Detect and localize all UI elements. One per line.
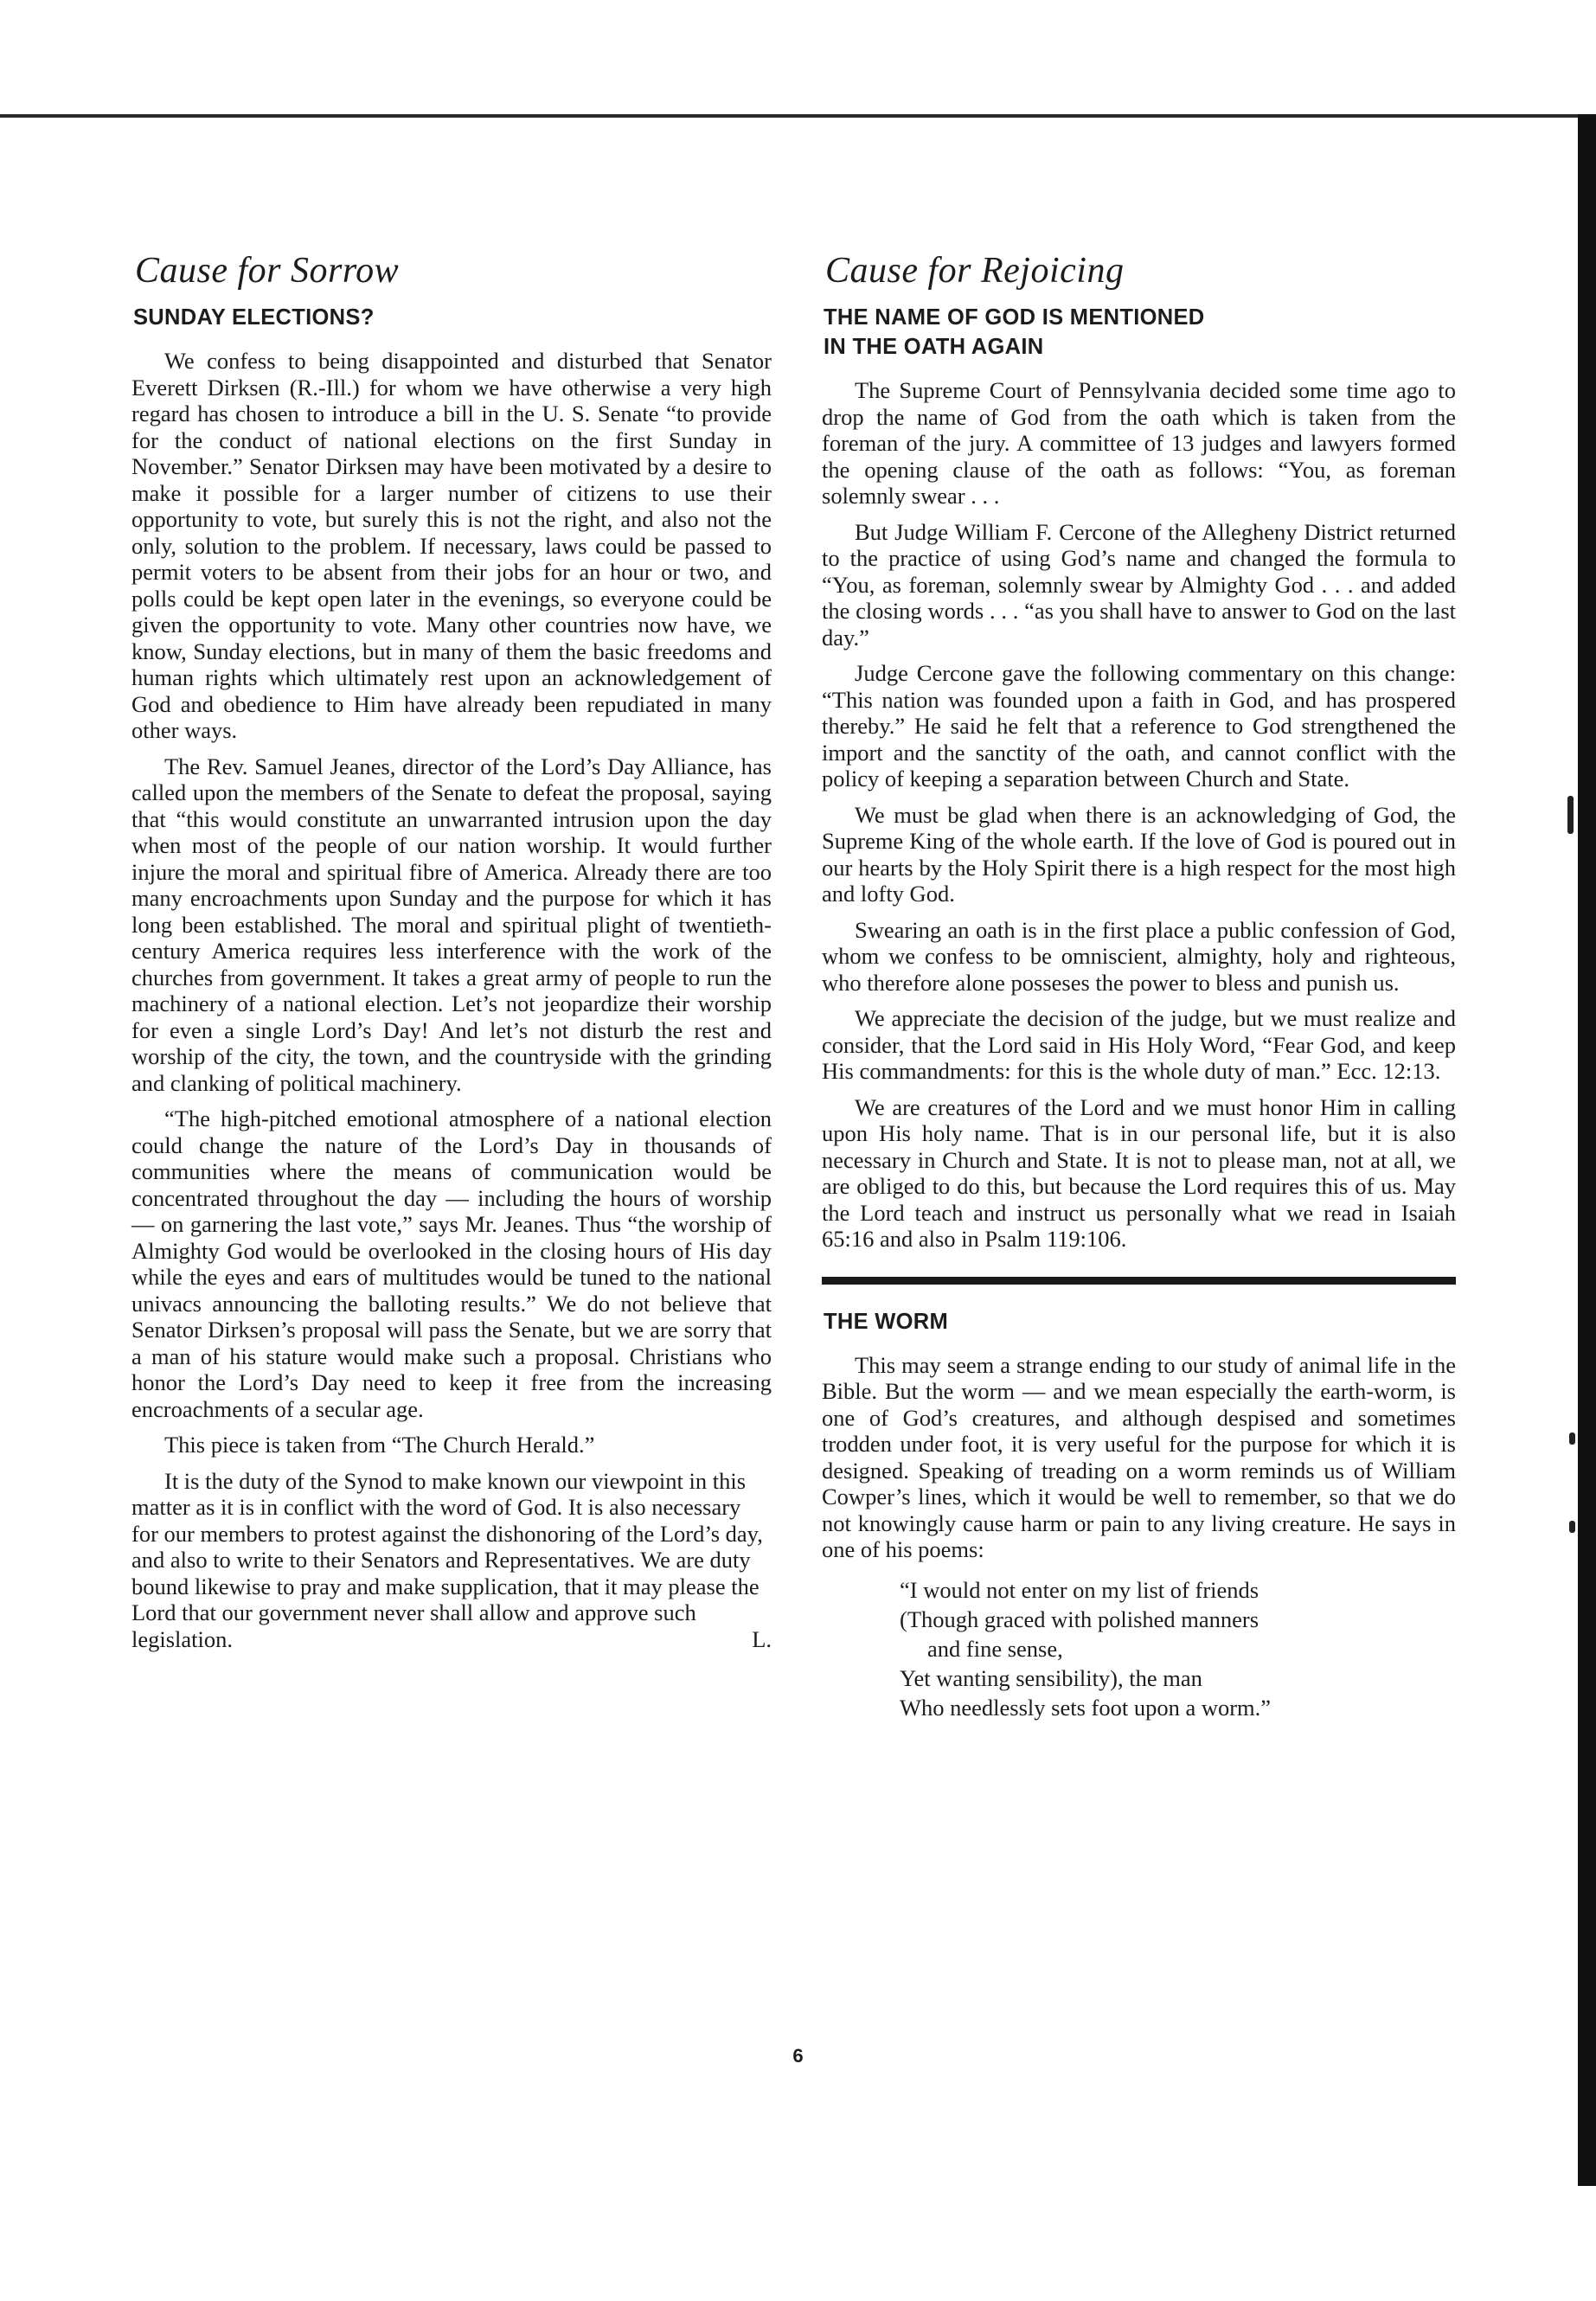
poem-line: Yet wanting sensibility), the man (900, 1664, 1202, 1691)
scan-edge-bar (1578, 114, 1596, 2186)
poem-line: and fine sense, (927, 1635, 1063, 1662)
article-heading-worm: THE WORM (824, 1309, 949, 1334)
scan-edge-mark (1569, 1521, 1575, 1533)
paragraph: We appreciate the decision of the judge, but we must realize and consider, that the Lord said in His Holy Word, “Fear God, and keep His commandments: for this is the whole duty of man.” Ecc. 12:13. (822, 1005, 1456, 1084)
left-column (131, 249, 772, 1662)
right-column (822, 249, 1456, 1722)
poem-line: “I would not enter on my list of friends (900, 1576, 1259, 1603)
paragraph: The Rev. Samuel Jeanes, director of the Lord’s Day Alliance, has called upon the members of the Senate to defeat the proposal, saying that “this would constitute an unwarranted intrusion upon the day when most of the people of our nation worship. It would further injure the moral and spiritual fibre of America. Already there are too many encroachments upon Sunday and the purpose for which it has long been established. The moral and spiritual plight of twentieth-century America requires less interference with the work of the churches from government. It takes a great army of people to run the machinery of a national election. Let’s not jeopardize their worship for even a single Lord’s Day! And let’s not disturb the rest and worship of the city, the town, and the countryside with the grinding and clanking of political machinery. (131, 753, 772, 1096)
paragraph: The Supreme Court of Pennsylvania decided some time ago to drop the name of God from the oath which is taken from the foreman of the jury. A committee of 13 judges and lawyers formed the opening clause of the oath as follows: “You, as foreman solemnly swear . . . (822, 377, 1456, 509)
paragraph-text: It is the duty of the Synod to make known our viewpoint in this matter as it is in conflict with the word of God. It is also necessary for our members to protest against the dishonoring of the Lord’s day, and also to write to their Senators and Representatives. We are duty bound likewise to pray and make supplication, that it may please the Lord that our government never shall allow and approve such legislation. (131, 1467, 763, 1652)
poem-quote (900, 1575, 1456, 1722)
paragraph: Swearing an oath is in the first place a public confession of God, whom we confess to be omniscient, almighty, holy and righteous, who therefore alone posseses the power to bless and punish us. (822, 916, 1456, 996)
paragraph: “The high-pitched emotional atmosphere of a national election could change the nature of the Lord’s Day in thousands of communities where the means of communication would be concentrated throughout the day — including the hours of worship — on garnering the last vote,” says Mr. Jeanes. Thus “the worship of Almighty God would be overlooked in the closing hours of His day while the eyes and ears of multitudes would be tuned to the national univacs announcing the balloting results.” We do not believe that Senator Dirksen’s proposal will pass the Senate, but we are sorry that a man of his stature would make such a proposal. Christians who honor the Lord’s Day need to keep it free from the increasing encroachments of a secular age. (131, 1106, 772, 1422)
article-heading-oath (824, 303, 1456, 362)
scan-edge-mark (1569, 1433, 1575, 1445)
heading-line: IN THE OATH AGAIN (824, 335, 1044, 359)
poem-line: Who needlessly sets foot upon a worm.” (900, 1694, 1272, 1721)
article-body-oath (822, 377, 1456, 1253)
paragraph: Judge Cercone gave the following commentary on this change: “This nation was founded upon a faith in God, and has prospered thereby.” He said he felt that a reference to God strengthened the import and the sanctity of the oath, and cannot conflict with the policy of keeping a separation between Church and State. (822, 660, 1456, 792)
column-title-sorrow: Cause for Sorrow (135, 251, 400, 291)
article-body-worm (822, 1352, 1456, 1563)
scan-edge-mark (1567, 796, 1574, 834)
article-body-sunday-elections (131, 348, 772, 1652)
paragraph: This may seem a strange ending to our study of animal life in the Bible. But the worm — and we mean especially the earth-worm, is one of God’s creatures, and although despised and sometimes trodden under foot, it is very useful for the purpose for which it is designed. Speaking of treading on a worm reminds us of William Cowper’s lines, which it would be well to remember, so that we do not knowingly cause harm or pain to any living creature. He says in one of his poems: (822, 1351, 1456, 1562)
paragraph: We must be glad when there is an acknowledging of God, the Supreme King of the whole earth. If the love of God is poured out in our hearts by the Holy Spirit there is a high respect for the most high and lofty God. (822, 801, 1456, 907)
section-divider (822, 1277, 1456, 1285)
paragraph: But Judge William F. Cercone of the Allegheny District returned to the practice of using God’s name and changed the formula to “You, as foreman, solemnly swear by Almighty God . . . and added the closing words . . . “as you shall have to answer to God on the last day.” (822, 518, 1456, 651)
heading-line: THE NAME OF GOD IS MENTIONED (824, 305, 1205, 330)
page-top-border (0, 114, 1596, 118)
paragraph: This piece is taken from “The Church Herald.” (164, 1432, 595, 1458)
page-number: 6 (792, 2045, 804, 2067)
paragraph: We are creatures of the Lord and we must honor Him in calling upon His holy name. That is in our personal life, but it is also necessary in Church and State. It is not to please man, not at all, we are obliged to do this, but because the Lord requires this of us. May the Lord teach and instruct us personally what we read in Isaiah 65:16 and also in Psalm 119:106. (822, 1093, 1456, 1252)
paragraph: We confess to being disappointed and disturbed that Senator Everett Dirksen (R.-Ill.) for whom we have otherwise a very high regard has chosen to introduce a bill in the U. S. Senate “to provide for the conduct of national elections on the first Sunday in November.” Senator Dirksen may have been motivated by a desire to make it possible for a larger number of citizens to use their opportunity to vote, but surely this is not the right, and also not the only, solution to the problem. If necessary, laws could be passed to permit voters to be absent from their jobs for an hour or two, and polls could be kept open later in the evenings, so everyone could be given the opportunity to vote. Many other countries now have, we know, Sunday elections, but in many of them the basic freedoms and human rights which ultimately rest upon an acknowledgement of God and obedience to Him have already been repudiated in many other ways. (131, 348, 772, 743)
article-heading-sunday-elections: SUNDAY ELECTIONS? (133, 305, 375, 330)
poem-line: (Though graced with polished manners (900, 1606, 1259, 1632)
author-signature: L. (752, 1625, 772, 1652)
paragraph-with-signature (131, 1468, 772, 1653)
column-title-rejoicing: Cause for Rejoicing (825, 251, 1125, 291)
